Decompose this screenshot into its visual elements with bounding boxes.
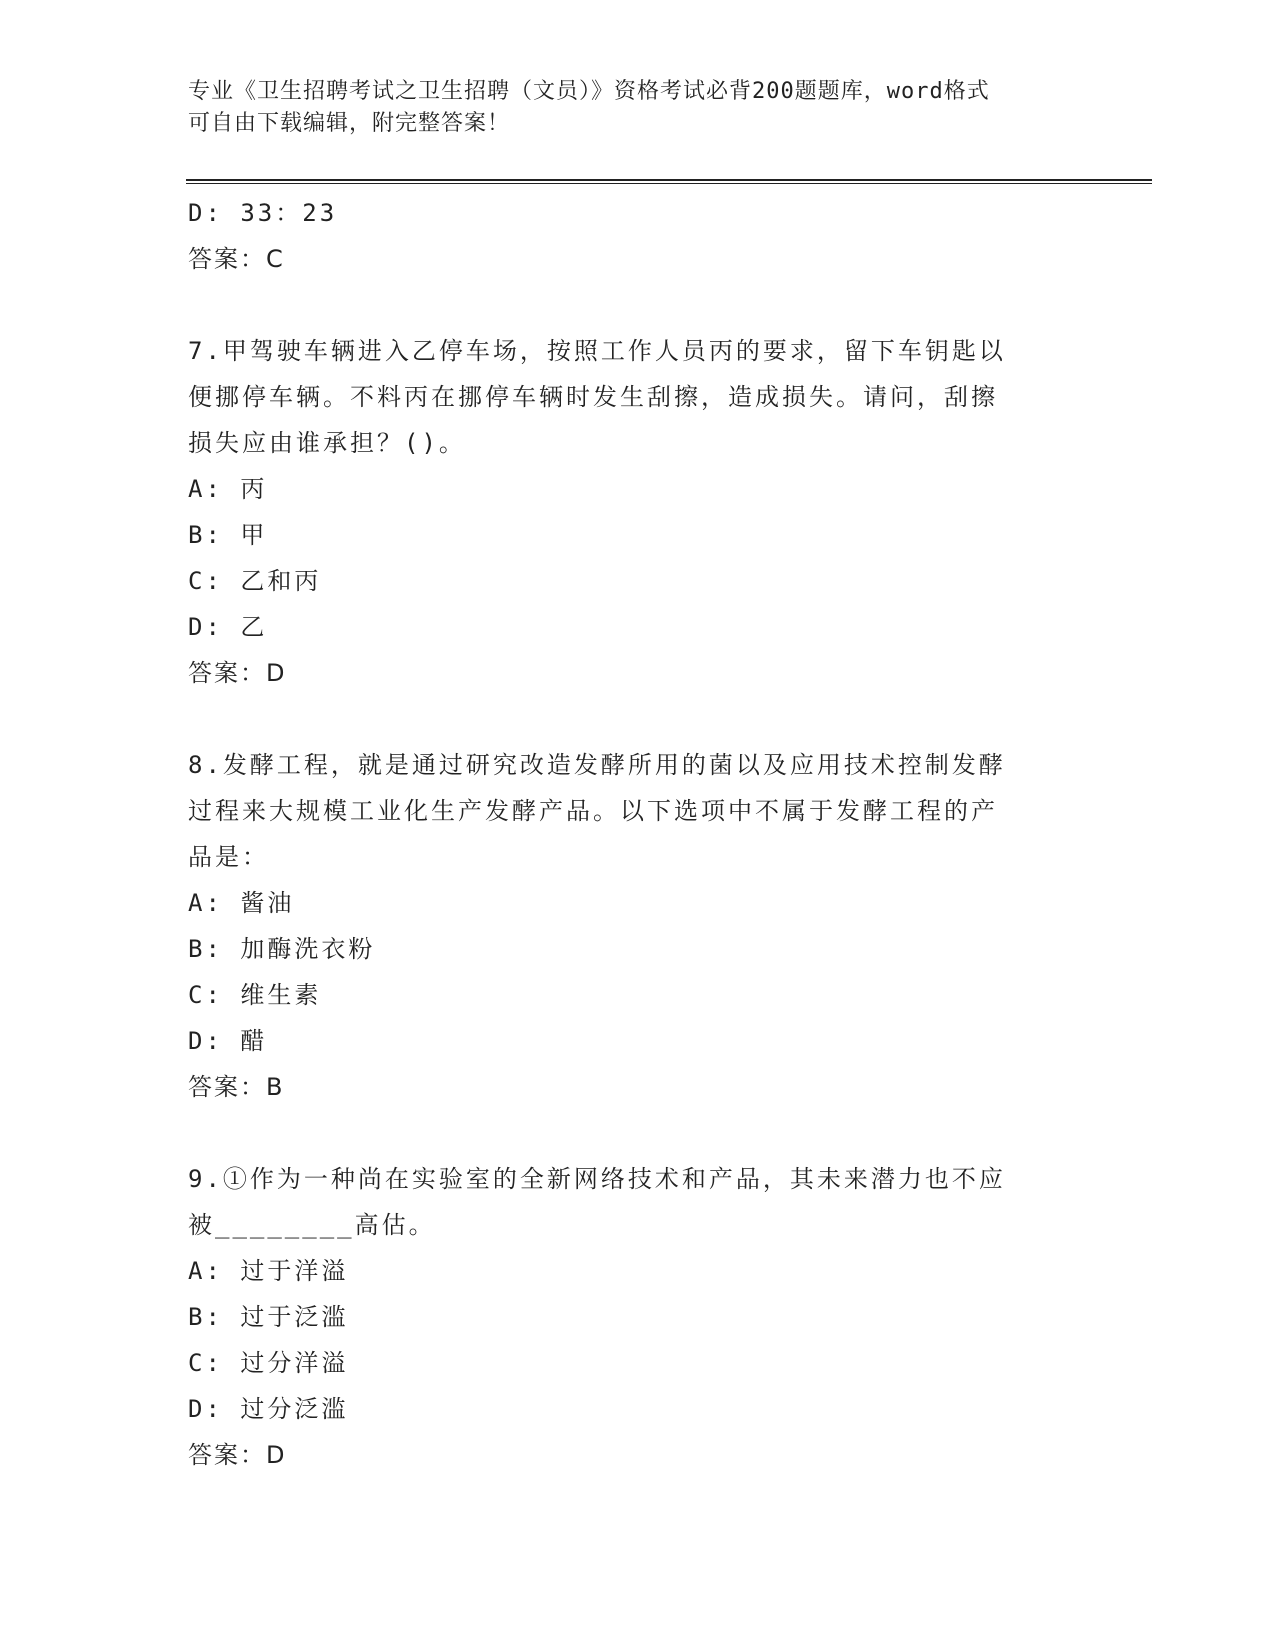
spacer (188, 696, 1068, 742)
option-c: C: 乙和丙 (188, 567, 322, 595)
option-d: D: 33：23 (188, 199, 338, 227)
option-b: B: 甲 (188, 521, 268, 549)
option-d: D: 过分泛滥 (188, 1395, 349, 1423)
spacer (188, 282, 1068, 328)
option-a: A: 丙 (188, 475, 268, 503)
answer: 答案：B (188, 1073, 285, 1101)
question-stem-line: 9.①作为一种尚在实验室的全新网络技术和产品，其未来潜力也不应 (188, 1165, 1006, 1193)
option-d: D: 乙 (188, 613, 268, 641)
header-rule-thick (186, 179, 1152, 181)
answer: 答案：D (188, 1441, 287, 1469)
document-body (188, 190, 1068, 1478)
answer: 答案：C (188, 245, 285, 273)
question-stem-line: 品是： (188, 843, 269, 871)
answer: 答案：D (188, 659, 287, 687)
option-a: A: 过于洋溢 (188, 1257, 349, 1285)
question-7 (188, 328, 1068, 696)
question-stem-line: 便挪停车辆。不料丙在挪停车辆时发生刮擦，造成损失。请问，刮擦 (188, 383, 998, 411)
option-c: C: 过分洋溢 (188, 1349, 349, 1377)
question-stem-line: 7.甲驾驶车辆进入乙停车场，按照工作人员丙的要求，留下车钥匙以 (188, 337, 1006, 365)
question-stem-line: 过程来大规模工业化生产发酵产品。以下选项中不属于发酵工程的产 (188, 797, 998, 825)
option-c: C: 维生素 (188, 981, 322, 1009)
option-b: B: 加酶洗衣粉 (188, 935, 376, 963)
question-stem-line: 损失应由谁承担？()。 (188, 429, 466, 457)
question-9 (188, 1156, 1068, 1478)
option-d: D: 醋 (188, 1027, 268, 1055)
header-rule-thin (186, 183, 1152, 184)
header-line-1: 专业《卫生招聘考试之卫生招聘（文员）》资格考试必背200题题库，word格式 (188, 79, 990, 104)
document-header (188, 76, 1068, 140)
header-line-2: 可自由下载编辑，附完整答案！ (188, 111, 511, 136)
spacer (188, 1110, 1068, 1156)
question-stem-line: 被________高估。 (188, 1211, 436, 1239)
option-b: B: 过于泛滥 (188, 1303, 349, 1331)
option-a: A: 酱油 (188, 889, 295, 917)
question-8 (188, 742, 1068, 1110)
question-stem-line: 8.发酵工程，就是通过研究改造发酵所用的菌以及应用技术控制发酵 (188, 751, 1006, 779)
